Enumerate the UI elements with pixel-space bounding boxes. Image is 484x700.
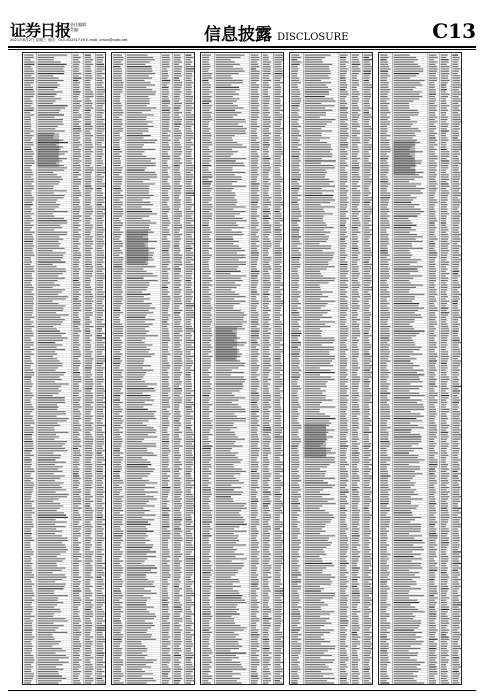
table-rows — [379, 54, 462, 685]
table-column-1-texture — [23, 53, 106, 685]
table-rows — [201, 54, 284, 685]
newspaper-logo: 证券日报 — [10, 21, 71, 40]
table-rows — [112, 54, 195, 685]
table-column-4-texture — [290, 53, 373, 685]
masthead — [8, 16, 476, 46]
table-column-1 — [22, 52, 106, 685]
table-column-3 — [200, 52, 284, 685]
table-column-2-texture — [112, 53, 195, 685]
section-title-cn: 信息披露 — [204, 25, 272, 45]
table-column-4 — [289, 52, 373, 685]
dense-subtable-block — [215, 327, 237, 361]
masthead-rule-thin — [8, 49, 476, 50]
table-column-5 — [378, 52, 462, 685]
section-title — [204, 20, 349, 45]
page-number: C13 — [432, 19, 476, 43]
footer-rule — [8, 690, 476, 691]
table-rows — [23, 54, 106, 685]
dateline: 2021年6月2日 星期三 电话：010-83251716 E-mail: zmzx@zqrb.net — [10, 38, 128, 42]
editor-credits: 责任编辑： 美编： — [70, 22, 90, 32]
dense-subtable-block — [126, 230, 148, 264]
table-column-2 — [111, 52, 195, 685]
disclosure-tables — [22, 52, 462, 685]
table-column-3-texture — [201, 53, 284, 685]
table-column-5-texture — [379, 53, 462, 685]
table-rows — [290, 54, 373, 685]
dense-subtable-block — [304, 424, 326, 458]
dense-subtable-block — [393, 141, 415, 175]
section-title-en: DISCLOSURE — [277, 32, 349, 43]
dense-subtable-block — [37, 133, 59, 167]
masthead-rule-thick — [8, 46, 476, 48]
